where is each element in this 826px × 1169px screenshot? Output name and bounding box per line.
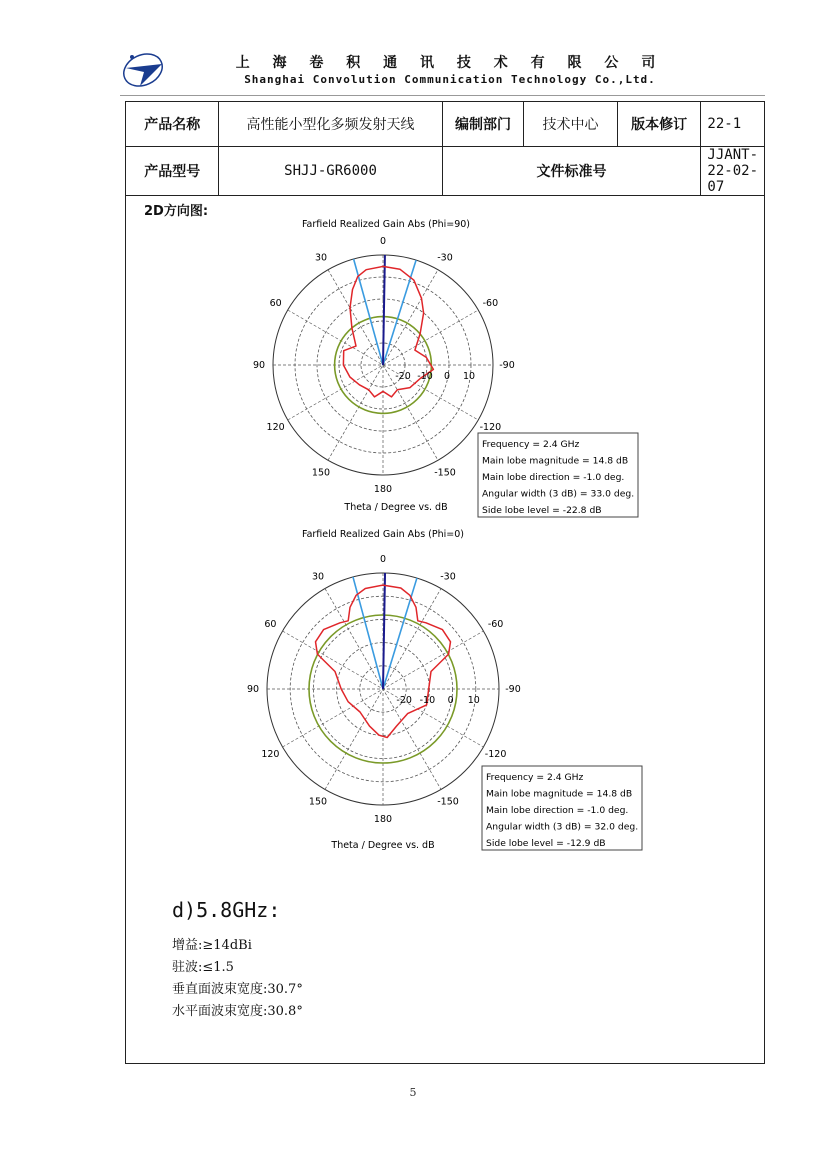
legend-line-magnitude: Main lobe magnitude = 14.8 dB — [486, 788, 633, 800]
spec-gain: 增益:≥14dBi — [172, 938, 252, 953]
doc-std-label: 文件标准号 — [442, 147, 701, 196]
product-name-value: 高性能小型化多频发射天线 — [219, 102, 442, 147]
company-logo-icon — [120, 46, 166, 92]
angle-tick-label: 30 — [311, 571, 325, 583]
page-number: 5 — [409, 1086, 417, 1099]
angle-tick-label: 0 — [379, 236, 387, 247]
radial-tick-label: 0 — [447, 695, 454, 706]
header-divider — [120, 95, 765, 96]
radial-tick-label: -10 — [419, 695, 436, 706]
spec-horizontal-beamwidth: 水平面波束宽度:30.8° — [172, 1004, 303, 1019]
company-name-cn: 上 海 卷 积 通 讯 技 术 有 限 公 司 — [235, 55, 665, 71]
legend-line-magnitude: Main lobe magnitude = 14.8 dB — [482, 455, 629, 467]
product-name-label: 产品名称 — [126, 102, 219, 147]
content-box — [125, 195, 765, 1064]
model-label: 产品型号 — [126, 147, 219, 196]
angle-tick-label: 180 — [373, 484, 393, 495]
company-header — [120, 42, 680, 94]
angle-tick-label: 180 — [373, 814, 393, 825]
legend-line-sidelobe: Side lobe level = -22.8 dB — [482, 505, 602, 516]
angle-tick-label: -90 — [499, 360, 515, 371]
angle-tick-label: 90 — [246, 684, 260, 695]
radial-tick-label: -10 — [417, 371, 433, 382]
angle-tick-label: 90 — [252, 360, 266, 371]
angle-tick-label: -90 — [505, 684, 521, 695]
beam-edge-line — [383, 578, 417, 689]
angle-tick-label: -60 — [487, 619, 504, 630]
angle-tick-label: -150 — [437, 796, 459, 808]
legend-line-sidelobe: Side lobe level = -12.9 dB — [486, 838, 606, 849]
angle-tick-label: -30 — [440, 571, 456, 583]
section-title: 2D方向图: — [144, 204, 209, 219]
angle-tick-label: 150 — [308, 796, 328, 808]
dept-value: 技术中心 — [524, 102, 617, 147]
chart-title: Farfield Realized Gain Abs (Phi=90) — [301, 219, 471, 230]
angle-tick-label: -120 — [479, 422, 502, 433]
polar-chart-phi90 — [216, 207, 676, 525]
radial-tick-label: 10 — [467, 695, 480, 706]
legend-line-direction: Main lobe direction = -1.0 deg. — [486, 805, 629, 816]
radial-tick-label: 0 — [443, 371, 451, 382]
chart-legend-box — [482, 766, 642, 850]
angle-tick-label: 120 — [266, 422, 285, 433]
chart-title: Farfield Realized Gain Abs (Phi=0) — [301, 529, 465, 540]
angle-tick-label: -60 — [482, 298, 499, 309]
beam-edge-line — [383, 260, 416, 365]
legend-line-width: Angular width (3 dB) = 33.0 deg. — [482, 488, 635, 500]
angle-tick-label: 150 — [311, 467, 331, 479]
spec-vswr: 驻波:≤1.5 — [172, 960, 234, 975]
angle-tick-label: -120 — [484, 749, 507, 760]
angle-tick-label: -150 — [434, 467, 456, 479]
radial-tick-label: -20 — [395, 371, 411, 382]
doc-std-value: JJANT-22-02-07 — [701, 147, 765, 196]
info-row-2 — [126, 147, 765, 196]
angle-tick-label: 60 — [264, 619, 277, 630]
angle-tick-label: 0 — [379, 554, 387, 565]
legend-line-direction: Main lobe direction = -1.0 deg. — [482, 472, 625, 483]
angle-tick-label: 30 — [314, 252, 328, 264]
dept-label: 编制部门 — [442, 102, 524, 147]
revision-value: 22-1 — [701, 102, 765, 147]
polar-chart-phi0 — [216, 525, 686, 865]
chart-xlabel: Theta / Degree vs. dB — [344, 502, 448, 513]
revision-label: 版本修订 — [617, 102, 701, 147]
model-value: SHJJ-GR6000 — [219, 147, 442, 196]
product-info-table — [125, 101, 765, 196]
chart-xlabel: Theta / Degree vs. dB — [331, 840, 435, 851]
angle-tick-label: 120 — [261, 749, 280, 760]
angle-tick-label: -30 — [437, 252, 453, 264]
radial-tick-label: 10 — [462, 371, 476, 382]
info-row-1 — [126, 102, 765, 147]
chart-legend-box — [478, 433, 638, 517]
spec-vertical-beamwidth: 垂直面波束宽度:30.7° — [172, 982, 303, 997]
company-name-en: Shanghai Convolution Communication Technology Co.,Ltd. — [244, 73, 656, 86]
legend-line-frequency: Frequency = 2.4 GHz — [486, 772, 584, 783]
radial-tick-label: -20 — [396, 695, 412, 706]
legend-line-frequency: Frequency = 2.4 GHz — [482, 439, 580, 450]
angle-tick-label: 60 — [269, 298, 282, 309]
frequency-subheading: d)5.8GHz: — [172, 898, 281, 922]
legend-line-width: Angular width (3 dB) = 32.0 deg. — [486, 821, 639, 833]
